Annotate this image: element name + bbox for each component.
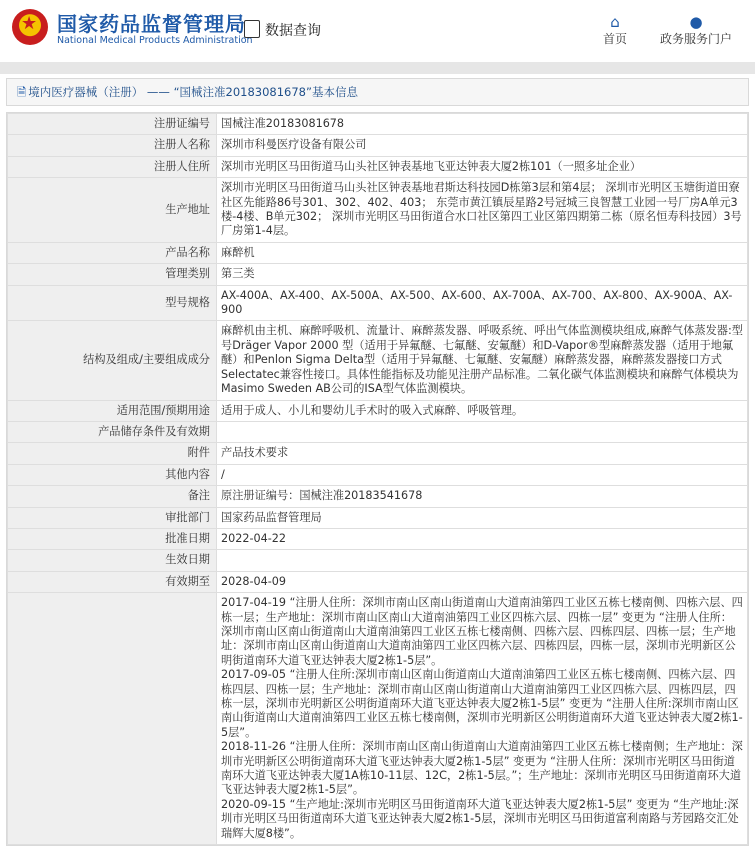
field-label: 注册人名称 xyxy=(8,135,217,156)
table-row xyxy=(8,178,748,243)
nav-gov-portal[interactable] xyxy=(660,14,732,47)
field-value: 深圳市光明区马田街道马山头社区钟表基地君斯达科技园D栋第3层和第4层； 深圳市光明区玉塘街道田寮社区先能路86号301、302、402、403； 东莞市黄江镇辰星路2号冠城三良智慧工业园一号厂房A单元3楼-4楼、B单元302； 深圳市光明区马田街道合水口社区第四工业区第四期第二栋（原名恒寿科技园）3号厂房第1-4层。 xyxy=(217,178,748,243)
nav-home-label: 首页 xyxy=(603,32,628,46)
field-label: 结构及组成/主要组成成分 xyxy=(8,321,217,400)
record-table xyxy=(6,112,749,846)
table-row xyxy=(8,321,748,400)
breadcrumb-title: “国械注准20183081678”基本信息 xyxy=(173,85,358,99)
field-value: 适用于成人、小儿和婴幼儿手术时的吸入式麻醉、呼吸管理。 xyxy=(217,400,748,421)
user-icon: ● xyxy=(689,13,703,31)
document-icon: 🗎 xyxy=(17,85,27,99)
table-row xyxy=(8,156,748,177)
field-value: 原注册证编号：国械注准20183541678 xyxy=(217,486,748,507)
brand-name-cn[interactable]: 国家药品监督管理局 xyxy=(57,12,246,36)
field-value: / xyxy=(217,464,748,485)
nav-home[interactable] xyxy=(603,14,627,47)
data-query-link[interactable] xyxy=(244,20,321,40)
table-row xyxy=(8,421,748,442)
field-value: AX-400A、AX-400、AX-500A、AX-500、AX-600、AX-700A、AX-700、AX-800、AX-900A、AX-900 xyxy=(217,285,748,321)
header-divider xyxy=(0,62,755,74)
table-row xyxy=(8,443,748,464)
site-header xyxy=(0,0,755,62)
table-row xyxy=(8,593,748,845)
field-label: 产品名称 xyxy=(8,242,217,263)
field-label: 管理类别 xyxy=(8,264,217,285)
data-query-label: 数据查询 xyxy=(265,23,321,39)
field-label: 其他内容 xyxy=(8,464,217,485)
brand-name-en[interactable]: National Medical Products Administration xyxy=(57,35,253,46)
field-value: 麻醉机 xyxy=(217,242,748,263)
nav-gov-portal-label: 政务服务门户 xyxy=(660,32,733,46)
home-icon: ⌂ xyxy=(610,13,620,31)
field-label: 生效日期 xyxy=(8,550,217,571)
table-row xyxy=(8,550,748,571)
field-value: 麻醉机由主机、麻醉呼吸机、流量计、麻醉蒸发器、呼吸系统、呼出气体监测模块组成,麻醉气体蒸发器:型号Dräger Vapor 2000 型（适用于异氟醚、七氟醚、安氟醚）和D-Vapor®型麻醉蒸发器（适用于地氟醚）和Penlon Sigma Delta型（适用于异氟醚、七氟醚、安氟醚）麻醉蒸发器，麻醉蒸发器接口方式Selectatec兼容性接口。具体性能指标及功能见注册产品标准。二氧化碳气体监测模块和麻醉气体模块为Masimo Sweden AB公司的ISA型气体监测模块。 xyxy=(217,321,748,400)
field-value xyxy=(217,421,748,442)
field-label: 备注 xyxy=(8,486,217,507)
table-row xyxy=(8,571,748,592)
field-label: 产品储存条件及有效期 xyxy=(8,421,217,442)
field-label: 审批部门 xyxy=(8,507,217,528)
field-value: 深圳市科曼医疗设备有限公司 xyxy=(217,135,748,156)
breadcrumb-separator: —— xyxy=(146,85,170,99)
table-row xyxy=(8,507,748,528)
field-label: 适用范围/预期用途 xyxy=(8,400,217,421)
table-row xyxy=(8,464,748,485)
field-value: 2017-04-19 “注册人住所：深圳市南山区南山街道南山大道南油第四工业区五栋七楼南侧、四栋六层、四栋一层；生产地址：深圳市南山区南山大道南油第四工业区四栋六层、四栋一层” 变更为 “注册人住所：深圳市南山区南山街道南山大道南油第四工业区五栋七楼南侧、四栋六层、四栋四层、四栋一层；生产地址：深圳市南山区南山街道南山大道南油第四工业区四栋六层、四栋四层，四栋一层，深圳市光明新区公明街道南环大道飞亚达钟表大厦2栋1-5层”。 2017-09-05 “注册人住所:深圳市南山区南山街道南山大道南油第四工业区五栋七楼南侧、四栋六层、四栋四层、四栋一层；生产地址：深圳市南山区南山街道南山大道南油第四工业区四栋六层、四栋四层，四栋一层，深圳市光明新区公明街道南环大道飞亚达钟表大厦2栋1-5层” 变更为 “注册人住所:深圳市南山区南山街道南山大道南油第四工业区五栋七楼南侧，深圳市光明新区公明街道南环大道飞亚达钟表大厦2栋1-5层”。 2018-11-26 “注册人住所：深圳市南山区南山街道南山大道南油第四工业区五栋七楼南侧；生产地址：深圳市光明新区公明街道南环大道飞亚达钟表大厦2栋1-5层” 变更为 “注册人住所：深圳市光明区马田街道南环大道飞亚达钟表大厦1A栋10-11层、12C，2栋1-5层。”；生产地址：深圳市光明区马田街道南环大道飞亚达钟表大厦2栋1-5层”。 2020-09-15 “生产地址:深圳市光明区马田街道南环大道飞亚达钟表大厦2栋1-5层” 变更为 “生产地址:深圳市光明区马田街道南环大道飞亚达钟表大厦2栋1-5层，深圳市光明区马田街道富利南路与芳园路交汇处瑞辉大厦8楼”。 xyxy=(217,593,748,845)
field-value xyxy=(217,550,748,571)
field-value: 国械注准20183081678 xyxy=(217,114,748,135)
table-row xyxy=(8,242,748,263)
field-label: 附件 xyxy=(8,443,217,464)
field-label: 生产地址 xyxy=(8,178,217,243)
breadcrumb-category: 境内医疗器械（注册） xyxy=(28,85,144,99)
field-label xyxy=(8,593,217,845)
table-row xyxy=(8,528,748,549)
field-label: 型号规格 xyxy=(8,285,217,321)
table-row xyxy=(8,486,748,507)
field-value: 2022-04-22 xyxy=(217,528,748,549)
table-row xyxy=(8,135,748,156)
table-row xyxy=(8,285,748,321)
table-row xyxy=(8,264,748,285)
field-label: 注册证编号 xyxy=(8,114,217,135)
nmpa-emblem-icon[interactable] xyxy=(12,9,48,45)
breadcrumb xyxy=(6,78,749,106)
field-value: 第三类 xyxy=(217,264,748,285)
field-value: 国家药品监督管理局 xyxy=(217,507,748,528)
field-value: 2028-04-09 xyxy=(217,571,748,592)
field-label: 有效期至 xyxy=(8,571,217,592)
field-value: 产品技术要求 xyxy=(217,443,748,464)
field-value: 深圳市光明区马田街道马山头社区钟表基地飞亚达钟表大厦2栋101（一照多址企业） xyxy=(217,156,748,177)
search-doc-icon xyxy=(244,20,260,38)
table-row xyxy=(8,114,748,135)
table-row xyxy=(8,400,748,421)
field-label: 批准日期 xyxy=(8,528,217,549)
field-label: 注册人住所 xyxy=(8,156,217,177)
